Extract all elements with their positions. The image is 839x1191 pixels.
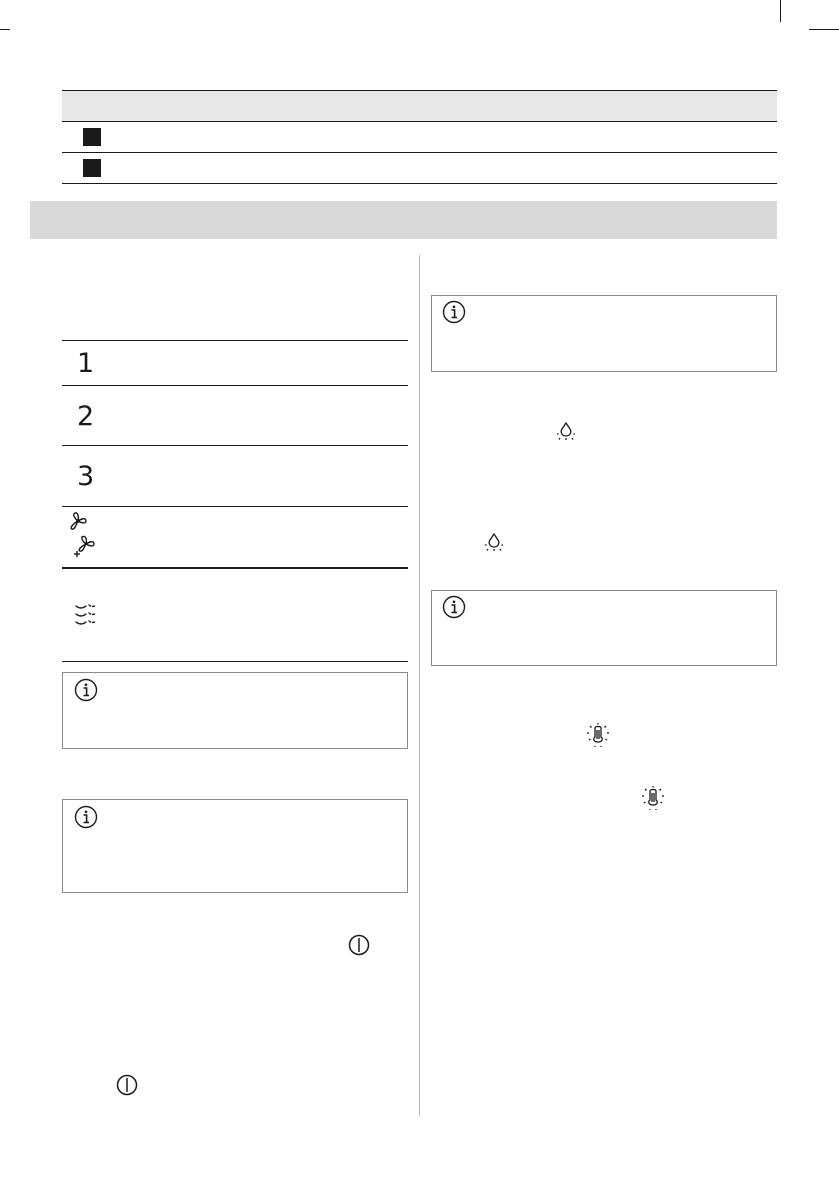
top-table-rule — [62, 152, 777, 153]
row-number-2: 2 — [77, 401, 95, 432]
black-square-icon — [83, 128, 101, 146]
top-table-rule — [62, 183, 777, 184]
power-icon — [348, 934, 370, 956]
left-table-rule — [62, 445, 408, 446]
left-table-rule — [62, 506, 408, 507]
info-icon — [74, 678, 98, 702]
lamp-icon — [482, 531, 506, 555]
top-table-rule — [62, 121, 777, 122]
lamp-icon — [554, 420, 578, 444]
fan-plus-icon — [72, 535, 98, 559]
info-icon — [442, 300, 466, 324]
left-table-rule — [62, 567, 408, 569]
info-note-box — [431, 590, 777, 666]
heating-lamp-icon — [585, 722, 611, 748]
left-table-rule — [62, 340, 408, 341]
info-note-box — [62, 799, 408, 893]
fan-icon — [66, 511, 90, 533]
info-note-box — [62, 672, 408, 749]
info-icon — [442, 595, 466, 619]
info-icon — [74, 805, 98, 829]
crop-marks — [0, 0, 839, 60]
row-number-1: 1 — [77, 348, 95, 379]
top-table-header — [62, 90, 777, 121]
section-header-band — [30, 201, 777, 239]
top-table-rule — [62, 90, 777, 91]
left-table-rule — [62, 661, 408, 662]
heating-lamp-icon — [640, 785, 666, 811]
row-number-3: 3 — [77, 461, 95, 492]
power-icon — [116, 1074, 138, 1096]
steam-icon — [74, 602, 98, 626]
left-table-rule — [62, 385, 408, 386]
column-divider — [419, 255, 420, 1116]
black-square-icon — [83, 159, 101, 177]
info-note-box — [431, 295, 777, 372]
